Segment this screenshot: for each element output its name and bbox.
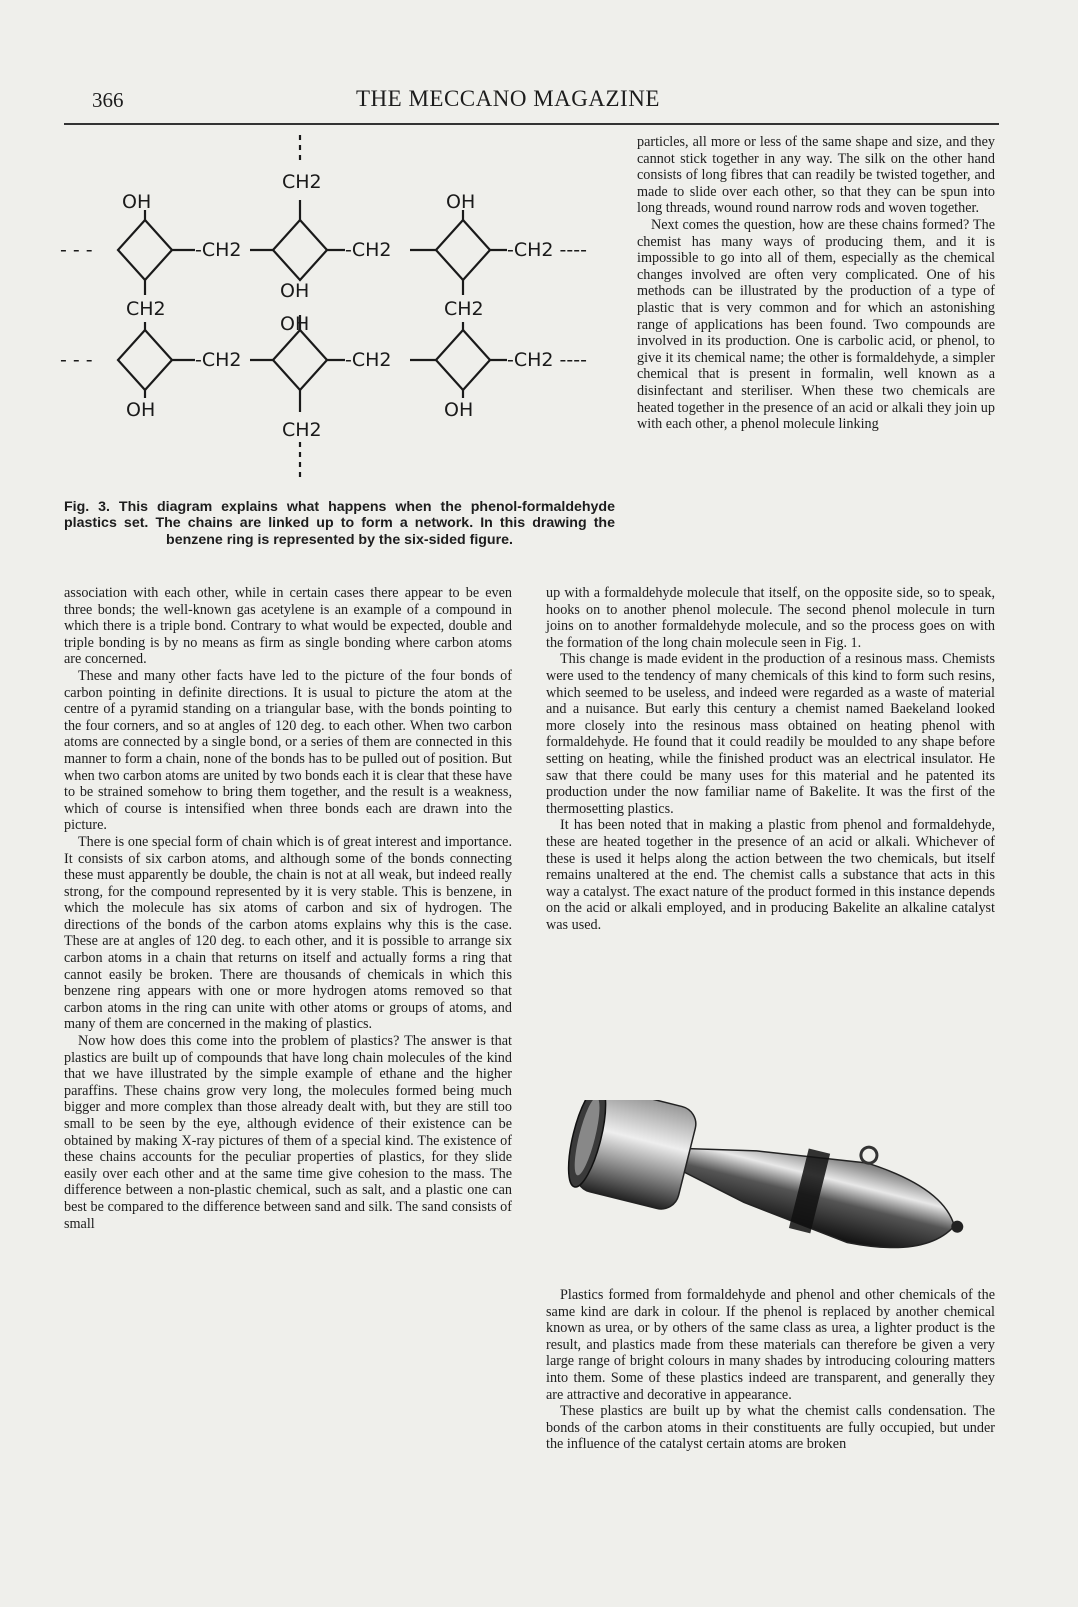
diagram-label: CH2 — [444, 298, 484, 320]
header-rule — [64, 123, 999, 125]
phenol-formaldehyde-network-diagram — [60, 130, 620, 490]
benzene-ring — [273, 330, 327, 390]
diagram-label: -CH2 — [345, 239, 392, 261]
plastic-bomb-casing-photo — [560, 1100, 980, 1260]
benzene-ring — [436, 330, 490, 390]
diagram-label: - - - — [60, 239, 93, 261]
text-column-right-middle — [546, 585, 995, 933]
magazine-title: THE MECCANO MAGAZINE — [356, 86, 660, 111]
paragraph: These and many other facts have led to the picture of the four bonds of carbon pointing in definite directions. It is usual to picture the atom at the centre of a pyramid standing on a triangular base, with the bonds pointing to the four corners, and so at angles of 120 deg. to each other. When two carbon atoms are connected by a single bond, or a series of them are connected in this manner to form a chain, none of the bonds has to be pulled out of position. But when two carbon atoms are united by two bonds each it is clear that these have to be strained somehow to bring them together, and the result is a weakness, which of course is intensified when three bonds each are drawn into the picture. — [64, 667, 512, 834]
diagram-label: OH — [280, 280, 310, 302]
diagram-label: CH2 — [282, 419, 322, 441]
text-column-right-top — [637, 134, 995, 433]
diagram-label: -CH2 ---- — [507, 349, 587, 371]
paragraph: association with each other, while in certain cases there appear to be even three bonds; the well-known gas acetylene is an example of a compound in which there is a triple bond. Contrary to what would be expected, double and triple bonding is by no means as firm as single bonding where carbon atoms are concerned. — [64, 585, 512, 668]
paragraph: particles, all more or less of the same shape and size, and they cannot stick together in any way. The silk on the other hand consists of long fibres that can readily be twisted together, and made to slide over each other, so that they can be spun into long threads, wound round narrow rods and woven together. — [637, 134, 995, 217]
diagram-label: CH2 — [126, 298, 166, 320]
paragraph: Plastics formed from formaldehyde and phenol and other chemicals of the same kind are dark in colour. If the phenol is replaced by another chemical known as urea, or by others of the same class as urea, a lighter product is the result, and plastics made from these materials can therefore be given a very large range of bright colours in many shades by introducing colouring matters into them. Some of these plastics indeed are transparent, and generally they are attractive and decorative in appearance. — [546, 1287, 995, 1403]
figure-caption: Fig. 3. This diagram explains what happens when the phenol-formaldehyde plastics set. The chains are linked up to form a network. In this drawing the benzene ring is represented by the six-sided figure. — [64, 499, 615, 548]
diagram-label: - - - — [60, 349, 93, 371]
diagram-label: CH2 — [282, 171, 322, 193]
diagram-label: OH — [444, 399, 474, 421]
paragraph: There is one special form of chain which is of great interest and importance. It consists of six carbon atoms, and although some of the bonds connecting these must apparently be double, the chain is not at all weak, but indeed really strong, for the compound represented by it is very stable. This is benzene, in which the molecule has six atoms of carbon and six of hydrogen. The directions of the bonds of the carbon atoms explains why this is the case. These are at angles of 120 deg. to each other, and it is possible to arrange six carbon atoms in a chain that returns on itself and actually forms a ring that cannot easily be broken. There are thousands of chemicals in which this benzene ring appears with one or more hydrogen atoms removed so that carbon atoms in the ring can unite with other atoms or groups of atoms, and many of them are concerned in the making of plastics. — [64, 833, 512, 1033]
paragraph: Now how does this come into the problem of plastics? The answer is that plastics are built up of compounds that have long chain molecules of the kind that we have illustrated by the simple example of ethane and the higher paraffins. These chains grow very long, the molecules formed being much bigger and more complex than those already dealt with, but they are still too small to be seen by the eye, although evidence of their existence can be obtained by making X-ray pictures of them of a special kind. The existence of these chains accounts for the peculiar properties of plastics, for they slide easily over each other and at the same time give cohesion to the mass. The difference between a non-plastic chemical, such as salt, and a plastic one can best be compared to the difference between sand and silk. The sand consists of small — [64, 1033, 512, 1232]
diagram-label: -CH2 — [195, 349, 242, 371]
benzene-ring — [118, 220, 172, 280]
paragraph: It has been noted that in making a plastic from phenol and formaldehyde, these are heated together in the presence of an acid or alkali. Whichever of these is used it helps along the action between the two chemicals, but itself remains unaltered at the end. The chemist calls a substance that acts in this way a catalyst. The exact nature of the product formed in this instance depends on the acid or alkali employed, and in producing Bakelite an alkaline catalyst was used. — [546, 817, 995, 933]
paragraph: up with a formaldehyde molecule that itself, on the opposite side, so to speak, hooks on to another phenol molecule. The second phenol molecule in turn joins on to another formaldehyde molecule, and so the process goes on with the formation of the long chain molecule seen in Fig. 1. — [546, 585, 995, 651]
diagram-label: -CH2 — [195, 239, 242, 261]
page-number: 366 — [92, 88, 124, 112]
diagram-label: OH — [122, 191, 152, 213]
benzene-ring — [436, 220, 490, 280]
diagram-label: -CH2 — [345, 349, 392, 371]
diagram-label: OH — [126, 399, 156, 421]
diagram-label: -CH2 ---- — [507, 239, 587, 261]
paragraph: These plastics are built up by what the chemist calls condensation. The bonds of the carbon atoms in their constituents are fully occupied, but under the influence of the catalyst certain atoms are broken — [546, 1403, 995, 1453]
benzene-ring — [118, 330, 172, 390]
diagram-label: OH — [446, 191, 476, 213]
paragraph: This change is made evident in the production of a resinous mass. Chemists were used to the tendency of many chemicals of this kind to form such resins, which seemed to be useless, and indeed were regarded as a waste of material and a nuisance. But early this century a chemist named Baekeland looked more closely into the resinous mass obtained on heating phenol with formaldehyde. He found that it could readily be moulded to any shape before setting on heating, while the finished product was an electrical insulator. He saw that there could be many uses for this material and he patented its production under the now familiar name of Bakelite. It was the first of the thermosetting plastics. — [546, 651, 995, 817]
diagram-label: OH — [280, 313, 310, 335]
text-column-left — [64, 585, 512, 1232]
text-column-right-bottom — [546, 1287, 995, 1453]
paragraph: Next comes the question, how are these chains formed? The chemist has many ways of producing them, and it is impossible to go into all of them, especially as the chemical changes involved are often very complicated. One of his methods can be illustrated by the production of a type of plastic that is very common and for which an astonishing range of applications has been found. Two compounds are involved in its production. One is carbolic acid, or phenol, to give it its chemical name; the other is formaldehyde, a simpler chemical that is present in formalin, well known as a disinfectant and steriliser. When these two chemicals are heated together in the presence of an acid or alkali they join up with each other, a phenol molecule linking — [637, 216, 995, 433]
benzene-ring — [273, 220, 327, 280]
